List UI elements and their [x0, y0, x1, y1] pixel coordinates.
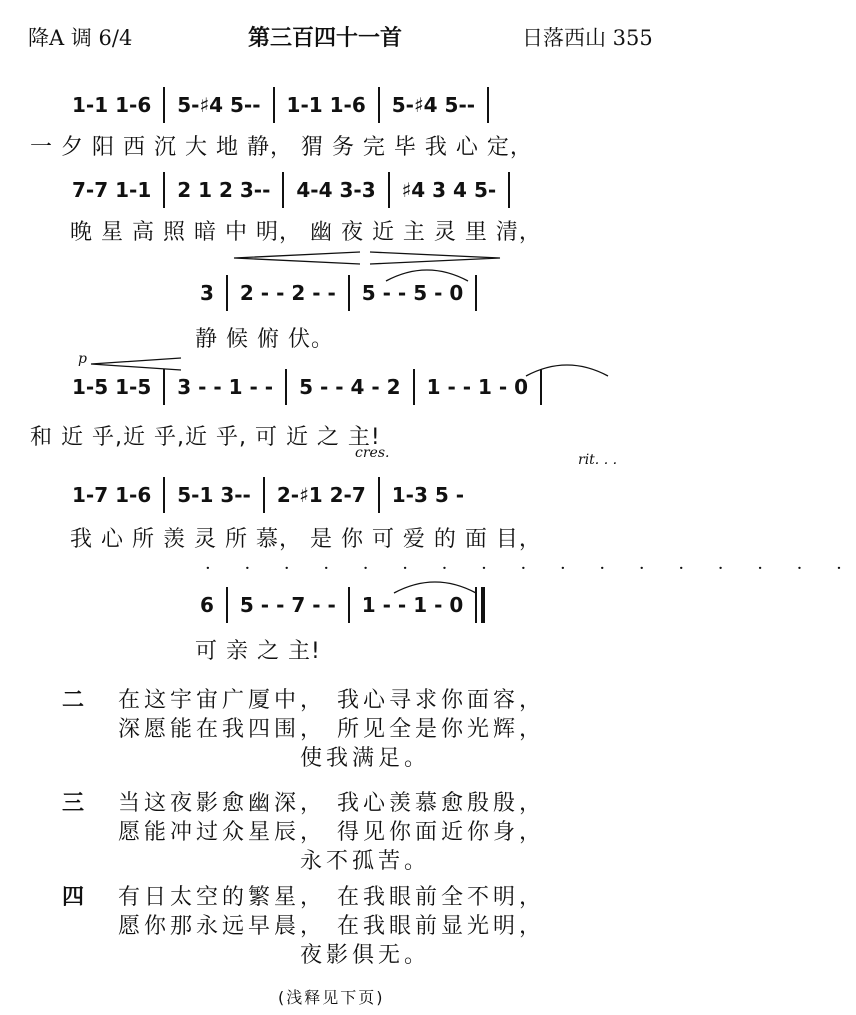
- tie-arc: [522, 358, 612, 378]
- barline: [163, 172, 165, 208]
- measure: 2 1 2 3--: [177, 178, 271, 202]
- barline: [285, 369, 287, 405]
- measure: 1-7 1-6: [72, 483, 152, 507]
- dotted-line: · · · · · · · · · · · · · · · · ·: [205, 558, 856, 579]
- barline: [508, 172, 510, 208]
- measure: 3: [200, 281, 214, 305]
- rit-mark: rit. . .: [578, 452, 618, 468]
- measure: 5-♯4 5--: [391, 93, 476, 117]
- measure: 1-3 5 -: [391, 483, 465, 507]
- tie-arc: [390, 575, 480, 595]
- measure: 5-1 3--: [177, 483, 251, 507]
- cres-mark: cres.: [355, 445, 390, 461]
- verse-line: 愿能冲过众星辰， 得见你面近你身，: [118, 820, 545, 845]
- barline: [263, 477, 265, 513]
- tune-name: 日落西山 355: [522, 26, 653, 50]
- verse-line: 夜影俱无。: [300, 943, 431, 968]
- verse-line: 永不孤苦。: [300, 849, 431, 874]
- barline: [487, 87, 489, 123]
- lyrics-line-2: 晚 星 高 照 暗 中 明， 幽 夜 近 主 灵 里 清，: [70, 220, 542, 245]
- final-barline: [481, 587, 485, 623]
- measure: 5 - - 7 - -: [239, 593, 336, 617]
- measure: 5-♯4 5--: [177, 93, 261, 117]
- measure: 7-7 1-1: [72, 178, 152, 202]
- verse-line: 愿你那永远早晨， 在我眼前显光明，: [118, 914, 545, 939]
- verse-line: 深愿能在我四围， 所见全是你光辉，: [118, 717, 545, 742]
- verse-number: 四: [62, 885, 85, 910]
- verse-line: 在这宇宙广厦中， 我心寻求你面容，: [118, 688, 545, 713]
- key-signature: 降A 调 6/4: [28, 26, 133, 50]
- notes-line-5: [72, 480, 464, 510]
- barline: [378, 477, 380, 513]
- barline: [388, 172, 390, 208]
- measure: 1 - - 1 - 0: [361, 593, 464, 617]
- barline: [348, 587, 350, 623]
- measure: 1-1 1-6: [286, 93, 366, 117]
- measure: 1-5 1-5: [72, 375, 152, 399]
- barline: [226, 275, 228, 311]
- tie-arc: [382, 263, 472, 283]
- barline: [413, 369, 415, 405]
- notes-line-1: [72, 90, 501, 120]
- footer-note: (浅释见下页): [278, 988, 385, 1007]
- barline: [163, 87, 165, 123]
- piano-mark: p: [78, 351, 87, 367]
- lyrics-line-6: 可 亲 之 主!: [195, 639, 321, 664]
- measure: 2 - - 2 - -: [239, 281, 336, 305]
- crescendo-hairpin: [86, 355, 186, 373]
- barline: [348, 275, 350, 311]
- lyrics-line-5: 我 心 所 羡 灵 所 慕， 是 你 可 爱 的 面 目，: [70, 527, 542, 552]
- barline: [273, 87, 275, 123]
- measure: 5 - - 4 - 2: [299, 375, 401, 399]
- lyrics-line-1: 一 夕 阳 西 沉 大 地 静， 猬 务 完 毕 我 心 定，: [30, 135, 533, 160]
- verse-line: 使我满足。: [300, 746, 431, 771]
- barline: [163, 477, 165, 513]
- notes-line-4: [72, 372, 554, 402]
- barline: [226, 587, 228, 623]
- lyrics-line-4: 和 近 乎,近 乎,近 乎, 可 近 之 主!: [30, 425, 381, 450]
- verse-number: 二: [62, 688, 85, 713]
- verse-line: 当这夜影愈幽深， 我心羡慕愈殷殷，: [118, 791, 545, 816]
- notes-line-2: [72, 175, 522, 205]
- measure: 6: [200, 593, 214, 617]
- measure: 4-4 3-3: [296, 178, 376, 202]
- barline: [475, 275, 477, 311]
- measure: 3 - - 1 - -: [177, 375, 274, 399]
- measure: ♯4 3 4 5-: [401, 178, 497, 202]
- barline: [378, 87, 380, 123]
- hymn-title: 第三百四十一首: [248, 26, 403, 51]
- verse-number: 三: [62, 791, 85, 816]
- measure: 1 - - 1 - 0: [426, 375, 529, 399]
- lyrics-line-3: 静 候 俯 伏。: [195, 327, 334, 352]
- measure: 2-♯1 2-7: [276, 483, 366, 507]
- verse-line: 有日太空的繁星， 在我眼前全不明，: [118, 885, 545, 910]
- barline: [282, 172, 284, 208]
- measure: 5 - - 5 - 0: [361, 281, 464, 305]
- barline: [163, 369, 165, 405]
- measure: 1-1 1-6: [72, 93, 152, 117]
